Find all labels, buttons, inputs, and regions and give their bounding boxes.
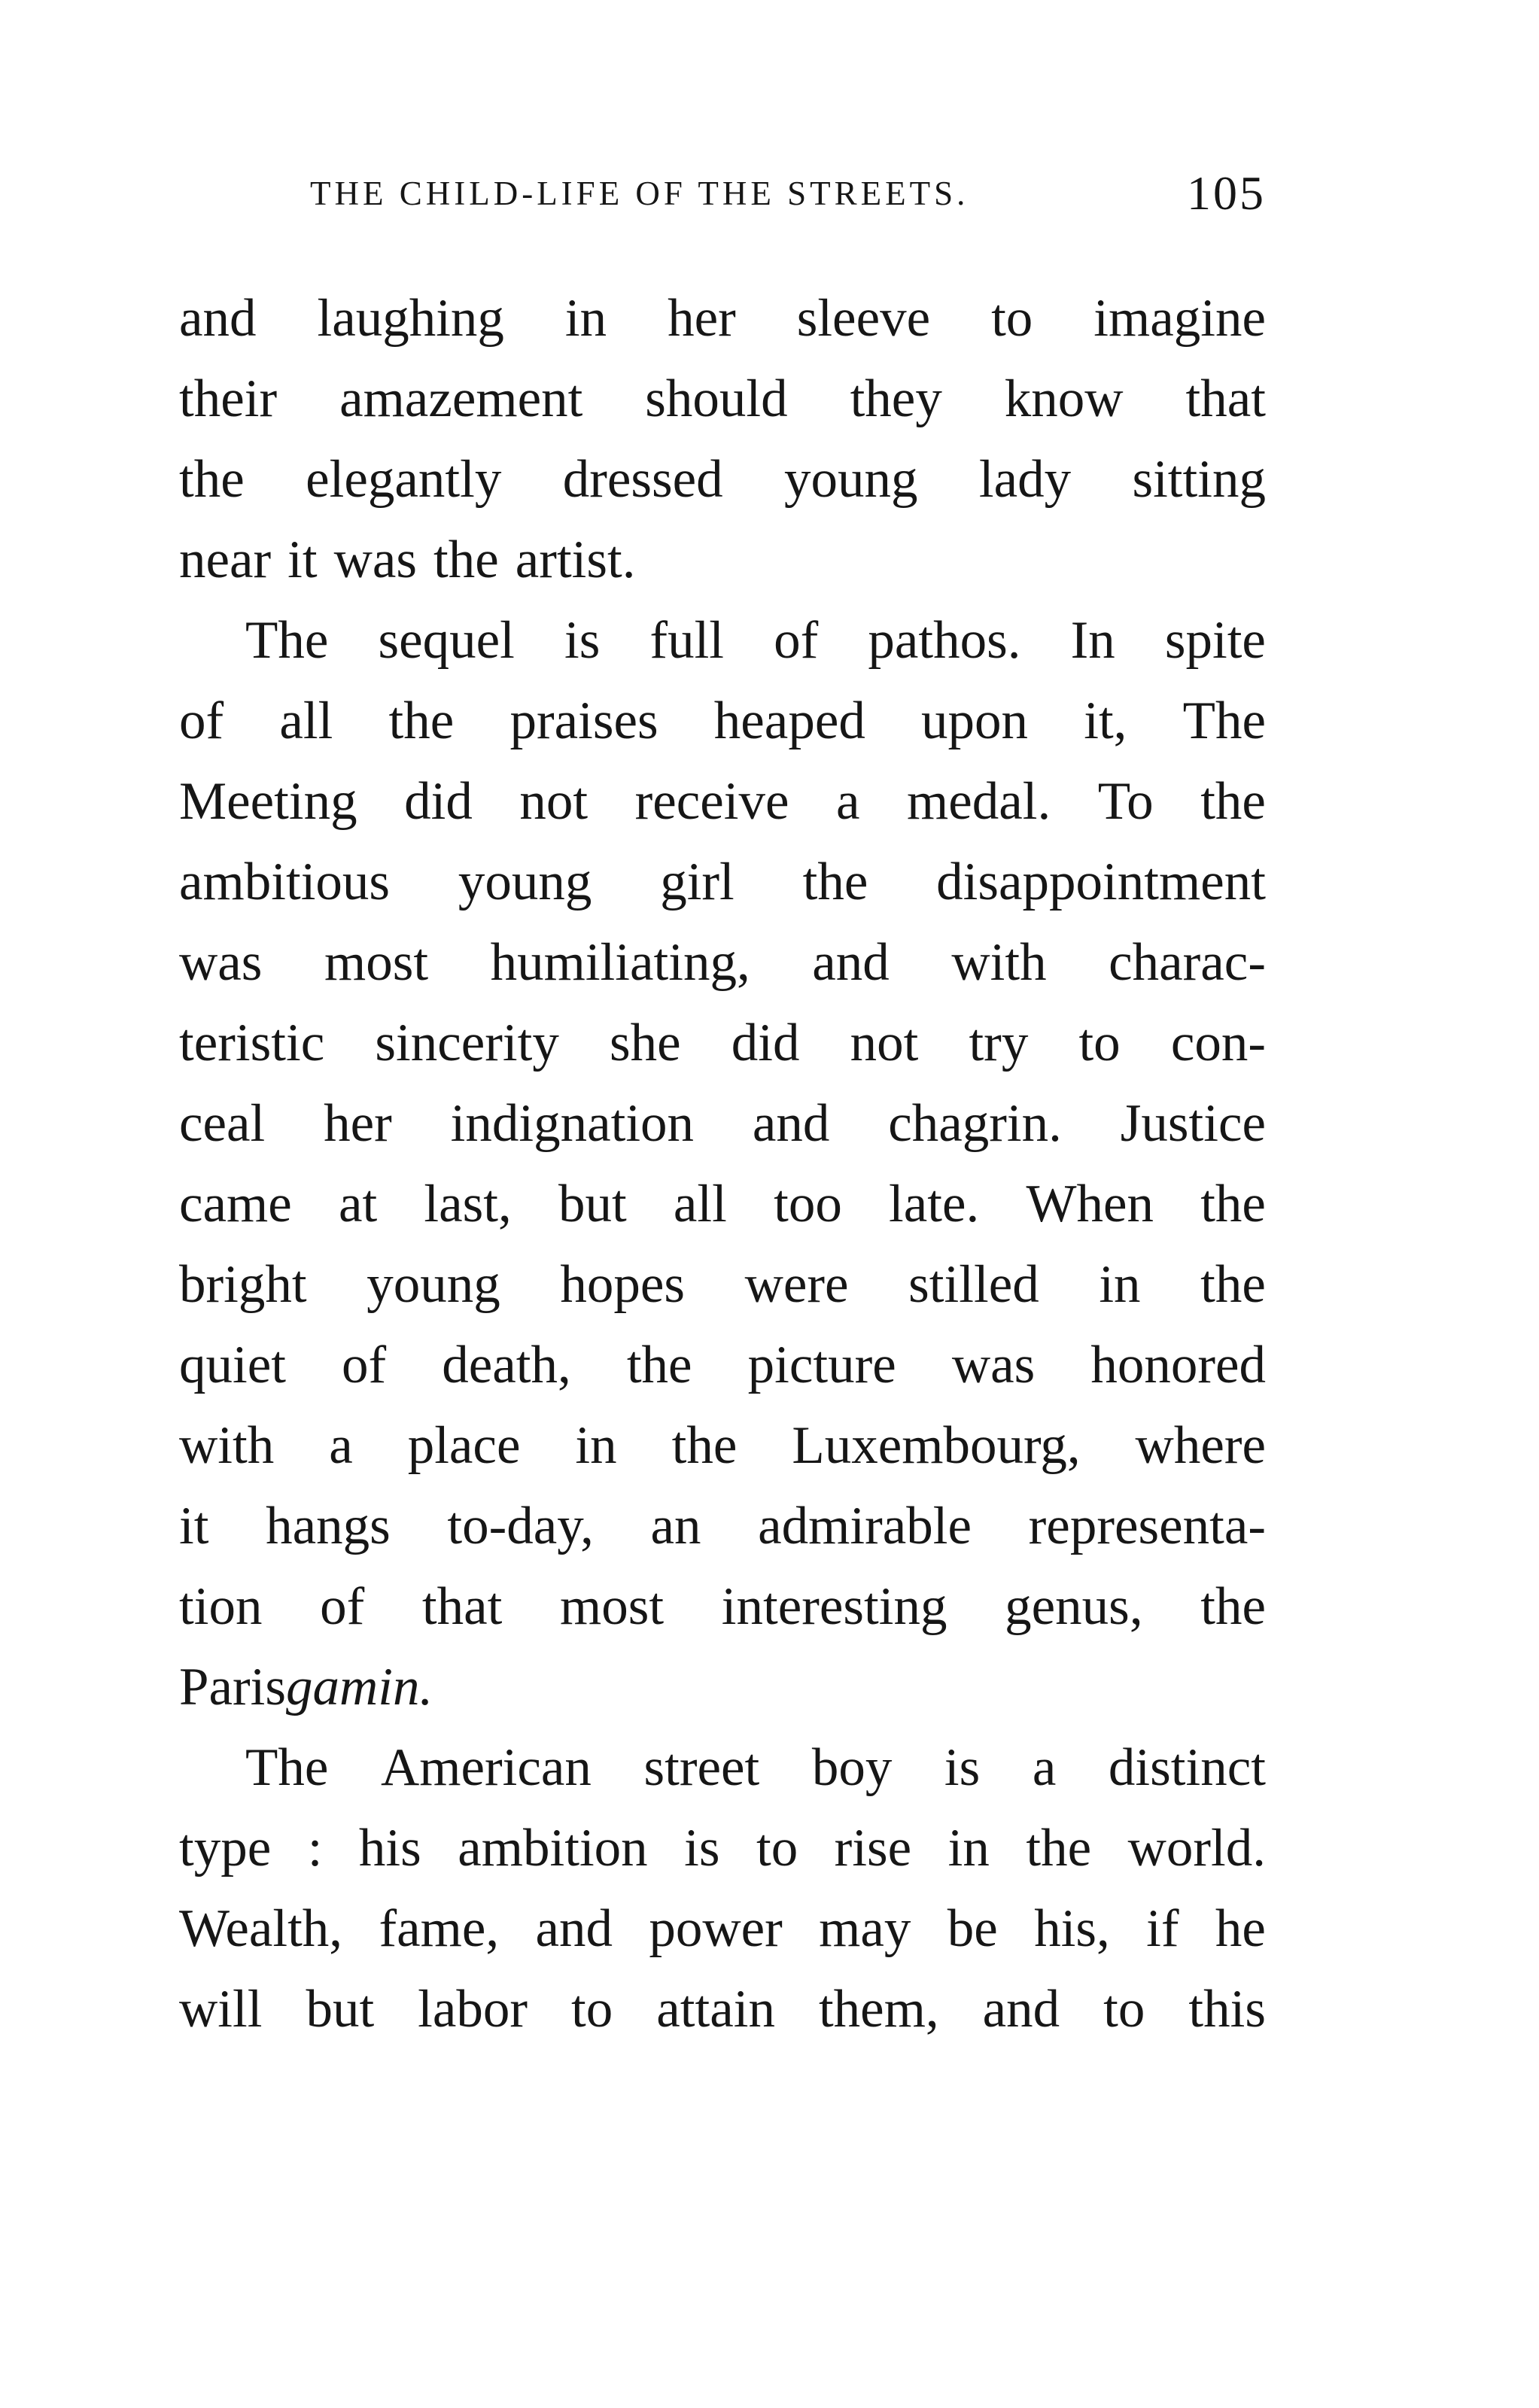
text-line: will but labor to attain them, and to this: [179, 1980, 1266, 2039]
text-line: Meeting did not receive a medal. To the: [179, 772, 1266, 831]
text-line: Wealth, fame, and power may be his, if he: [179, 1899, 1266, 1958]
page-number: 105: [1187, 166, 1266, 220]
text-line-paragraph-start: The American street boy is a distinct: [245, 1738, 1266, 1797]
body-text: [179, 278, 1266, 2050]
text-line: of all the praises heaped upon it, The: [179, 692, 1266, 750]
text-line: with a place in the Luxembourg, where: [179, 1416, 1266, 1475]
text-line: tion of that most interesting genus, the: [179, 1577, 1266, 1636]
text-line-paragraph-end: near it was the artist.: [179, 531, 636, 589]
text-line: bright young hopes were stilled in the: [179, 1255, 1266, 1314]
text-line: came at last, but all too late. When the: [179, 1175, 1266, 1233]
running-title: THE CHILD-LIFE OF THE STREETS.: [310, 175, 969, 212]
text-line-paragraph-end: Paris gamin.: [179, 1647, 1266, 1728]
text-line: and laughing in her sleeve to imagine: [179, 289, 1266, 348]
text-line: their amazement should they know that: [179, 369, 1266, 428]
text-line-paragraph-start: The sequel is full of pathos. In spite: [245, 611, 1266, 670]
running-head: [310, 167, 1266, 220]
text-line: teristic sincerity she did not try to con-: [179, 1014, 1266, 1072]
text-line: was most humiliating, and with charac-: [179, 933, 1266, 992]
text-line: ambitious young girl the disappointment: [179, 853, 1266, 911]
text-line: type : his ambition is to rise in the world.: [179, 1819, 1266, 1877]
text-line: the elegantly dressed young lady sitting: [179, 450, 1266, 509]
text-line: it hangs to-day, an admirable representa-: [179, 1497, 1266, 1555]
italic-word: gamin.: [286, 1658, 433, 1716]
text-line: quiet of death, the picture was honored: [179, 1336, 1266, 1394]
text-line: ceal her indignation and chagrin. Justice: [179, 1094, 1266, 1153]
